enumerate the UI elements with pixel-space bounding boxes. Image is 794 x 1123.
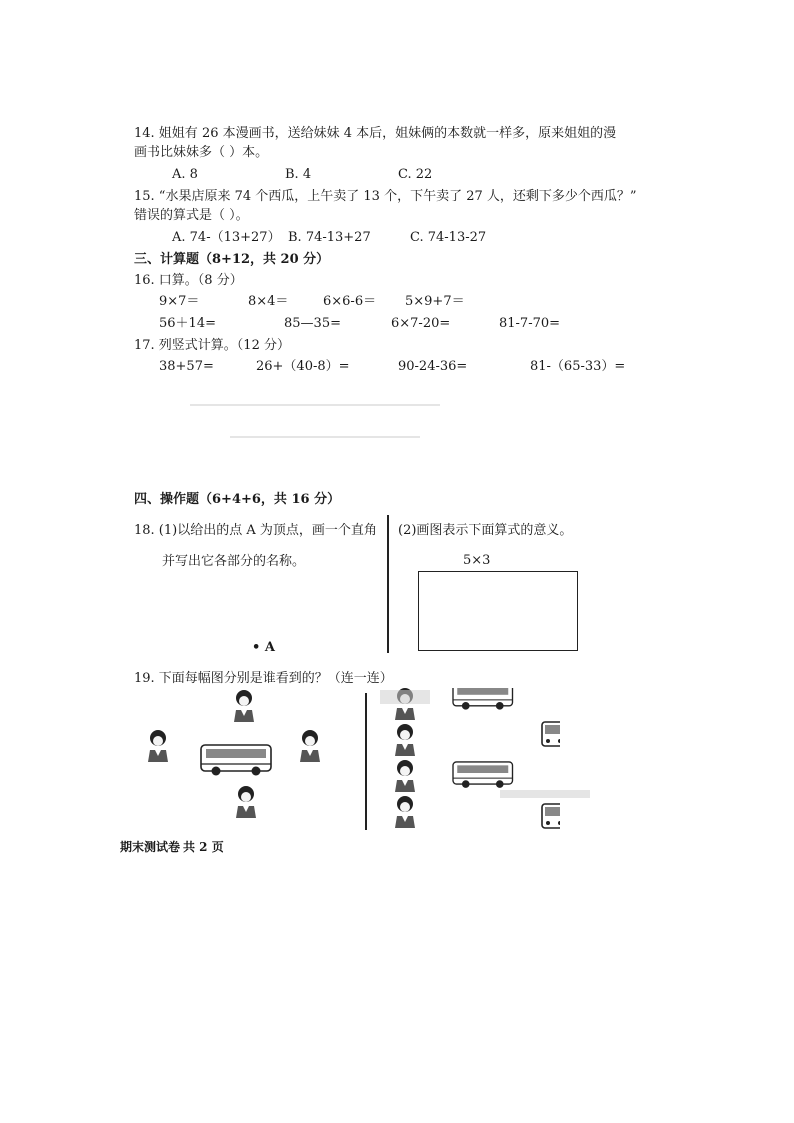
q14-option-b: B. 4	[285, 167, 312, 182]
scan-noise	[230, 436, 420, 438]
viewers-column	[395, 688, 415, 828]
bus-front-view-2-icon	[542, 804, 560, 828]
q16-title: 16. 口算。（8 分）	[134, 273, 243, 288]
scan-noise	[380, 690, 430, 704]
views-column	[453, 688, 560, 828]
drawing-box	[418, 571, 578, 651]
bus-scene	[148, 690, 320, 818]
q19-illustration	[130, 688, 560, 838]
q14-option-c: C. 22	[398, 167, 433, 182]
q18-part2-line1: (2)画图表示下面算式的意义。	[398, 523, 573, 538]
q18-part1-line1: 18. (1)以给出的点 A 为顶点，画一个直角	[134, 523, 377, 538]
child-top-icon	[234, 690, 254, 722]
viewer-3-icon	[395, 760, 415, 792]
footer-page-count: 共 2 页	[183, 840, 224, 854]
q17-item-1: 38+57=	[159, 359, 214, 374]
q14-line1: 14. 姐姐有 26 本漫画书，送给妹妹 4 本后，姐妹俩的本数就一样多，原来姐姐的漫	[134, 126, 617, 141]
section-3-title: 三、计算题（8+12，共 20 分）	[134, 252, 330, 267]
q18-divider	[387, 515, 389, 653]
point-a-label: • A	[252, 640, 275, 655]
scan-noise	[190, 404, 440, 406]
q15-line2: 错误的算式是（ ）。	[134, 208, 249, 223]
q18-part1-line2: 并写出它各部分的名称。	[162, 554, 306, 569]
viewer-4-icon	[395, 796, 415, 828]
q14-line2: 画书比妹妹多（ ）本。	[134, 145, 269, 160]
q16-item-1: 9×7＝	[159, 294, 200, 309]
q14-option-a: A. 8	[172, 167, 198, 182]
q16-item-2: 8×4＝	[248, 294, 289, 309]
q15-line1: 15. “水果店原来 74 个西瓜，上午卖了 13 个，下午卖了 27 人，还剩下多少个西瓜？”	[134, 189, 637, 204]
footer-exam-name: 期末测试卷	[120, 840, 181, 854]
q18-expression: 5×3	[463, 553, 491, 568]
q17-item-4: 81-（65-33）=	[530, 359, 626, 374]
bus-side-view-2-icon	[453, 762, 513, 788]
bus-front-view-1-icon	[542, 722, 560, 746]
q16-item-4: 5×9+7＝	[405, 294, 465, 309]
q16-item-7: 6×7-20=	[391, 316, 451, 331]
q15-option-c: C. 74-13-27	[410, 230, 487, 245]
q15-option-a: A. 74-（13+27）	[172, 230, 281, 245]
q15-option-b: B. 74-13+27	[288, 230, 371, 245]
child-left-icon	[148, 730, 168, 762]
q16-item-8: 81-7-70=	[499, 316, 561, 331]
child-right-icon	[300, 730, 320, 762]
bus-icon	[201, 745, 271, 776]
q19-title: 19. 下面每幅图分别是谁看到的？（连一连）	[134, 671, 393, 686]
q17-item-2: 26+（40-8）=	[256, 359, 350, 374]
q17-item-3: 90-24-36=	[398, 359, 468, 374]
child-bottom-icon	[236, 786, 256, 818]
q17-title: 17. 列竖式计算。（12 分）	[134, 338, 290, 353]
q16-item-5: 56＋14=	[159, 316, 216, 331]
q16-item-3: 6×6-6＝	[323, 294, 377, 309]
viewer-2-icon	[395, 724, 415, 756]
bus-side-view-1-icon	[453, 688, 513, 710]
q16-item-6: 85—35=	[284, 316, 341, 331]
section-4-title: 四、操作题（6+4+6，共 16 分）	[134, 492, 341, 507]
scan-noise	[500, 790, 590, 798]
